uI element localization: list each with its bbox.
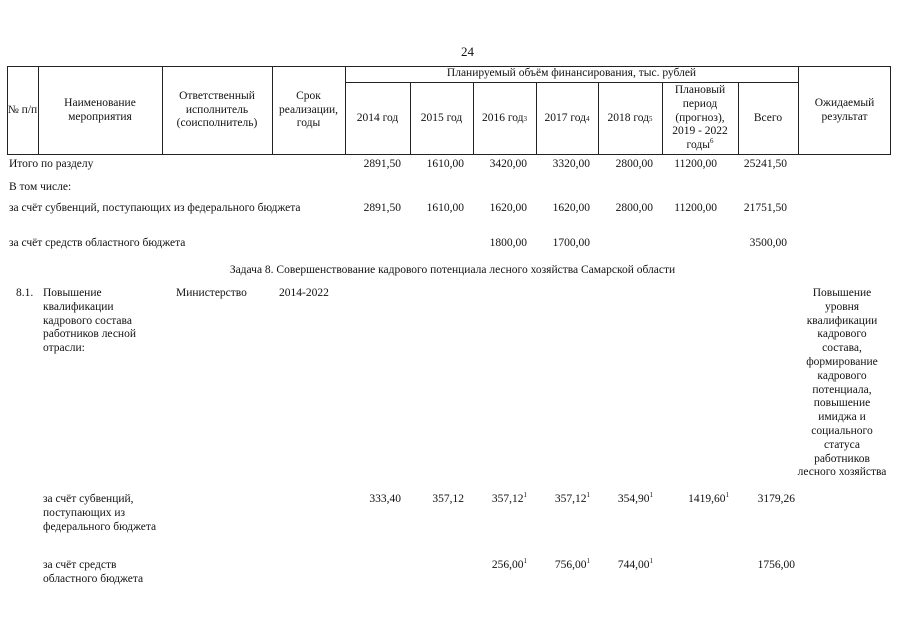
header-name: Наименование мероприятия [64,96,136,123]
item-federal-2018 [591,493,653,507]
page-number: 24 [461,44,474,59]
table-header [7,66,891,155]
summary-total-2017: 3320,00 [552,158,590,170]
item-federal-2016-value: 357,12 [491,493,524,505]
item-executor: Министерство [176,287,247,299]
header-plan-period [662,82,738,155]
summary-federal-2018: 2800,00 [615,202,653,214]
item-result: Повышение уровня квалификации кадрового состава, формирование кадрового потенциала, повышение имиджа и социального статуса работников лесного хозяйства [797,287,887,479]
summary-total-label: Итого по разделу [9,158,94,170]
summary-federal-2017: 1620,00 [552,202,590,214]
item-name: Повышение квалификации кадрового состава работников лесной отрасли: [43,287,136,355]
item-federal-2014: 333,40 [369,493,401,505]
item-regional-2018-value: 744,00 [617,559,650,571]
item-federal-2018-value: 354,90 [617,493,650,505]
header-2015: 2015 год [420,111,463,124]
summary-total-2014: 2891,50 [363,158,401,170]
header-executor: Ответственный исполнитель (соисполнитель) [176,89,258,130]
header-total: Всего [753,111,783,124]
item-regional-all: 1756,00 [757,559,795,571]
header-result: Ожидаемый результат [814,96,875,123]
item-federal-plan [655,493,729,507]
header-2016: 2016 год 3 [481,111,528,124]
summary-federal-label: за счёт субвенций, поступающих из федерального бюджета [9,202,301,214]
task-title: Задача 8. Совершенствование кадрового потенциала лесного хозяйства Самарской области [229,264,676,276]
summary-federal-all: 21751,50 [743,202,787,214]
item-federal-2016 [466,493,527,507]
summary-federal-2015: 1610,00 [426,202,464,214]
header-2016-label: 2016 год [481,111,524,124]
item-regional-2016 [466,559,527,573]
summary-regional-2016: 1800,00 [489,237,527,249]
item-federal-2017 [529,493,590,507]
footnote-1: 1 [523,491,527,500]
footnote-1: 1 [586,491,590,500]
summary-including: В том числе: [9,181,72,193]
item-regional-2017 [529,559,590,573]
header-2017: 2017 год 4 [544,111,590,124]
header-2018: 2018 год 5 [607,111,653,124]
item-num: 8.1. [16,287,34,299]
header-2018-label: 2018 год [607,111,650,124]
item-regional-label: за счёт средств областного бюджета [43,559,144,585]
summary-regional-label: за счёт средств областного бюджета [9,237,186,249]
item-federal-all: 3179,26 [757,493,795,505]
header-2014: 2014 год [356,111,399,124]
item-regional-2016-value: 256,00 [491,559,524,571]
summary-regional-all: 3500,00 [749,237,787,249]
header-num: № п/п [7,103,38,116]
summary-federal-2014: 2891,50 [363,202,401,214]
item-federal-2017-value: 357,12 [554,493,587,505]
summary-total-plan: 11200,00 [674,158,717,170]
footnote-1: 1 [649,491,653,500]
summary-total-2015: 1610,00 [426,158,464,170]
footnote-1: 1 [725,491,729,500]
item-federal-label: за счёт субвенций, поступающих из федерального бюджета [43,493,157,533]
summary-federal-plan: 11200,00 [674,202,717,214]
header-financing: Планируемый объём финансирования, тыс. рублей [446,67,697,80]
header-2017-label: 2017 год [544,111,587,124]
footnote-1: 1 [523,557,527,566]
footnote-1: 1 [586,557,590,566]
item-regional-2018 [591,559,653,573]
item-federal-2015: 357,12 [432,493,464,505]
summary-federal-2016: 1620,00 [489,202,527,214]
header-plan-period-label: Плановый период (прогноз), 2019 - 2022 годы [672,84,728,152]
item-regional-2017-value: 756,00 [554,559,587,571]
footnote-6: 6 [709,137,714,146]
summary-regional-2017: 1700,00 [552,237,590,249]
item-term: 2014-2022 [279,287,329,299]
summary-total-2018: 2800,00 [615,158,653,170]
summary-total-all: 25241,50 [743,158,787,170]
summary-total-2016: 3420,00 [489,158,527,170]
header-term: Срок реализации, годы [278,89,339,130]
footnote-1: 1 [649,557,653,566]
item-federal-plan-value: 1419,60 [688,493,726,505]
